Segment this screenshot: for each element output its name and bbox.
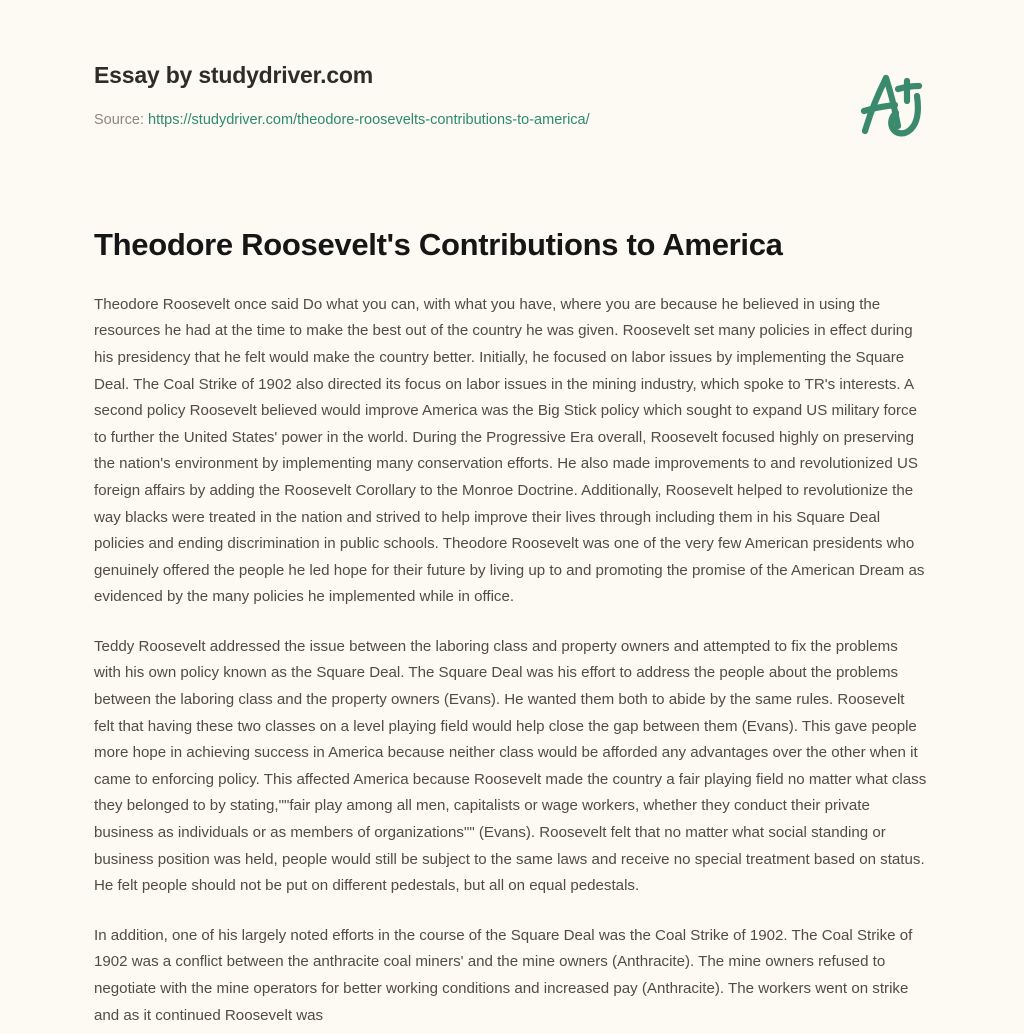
essay-body [94,265,928,1029]
paragraph-3: In addition, one of his largely noted efforts in the course of the Square Deal was the Coal Strike of 1902. The Coal Strike of 1902 was a conflict between the anthracite coal miners' and the mine owners (Anthracite). The mine owners refused to negotiate with the mine operators for better working conditions and increased pay (Anthracite). The workers went on strike and as it continued Roosevelt was [94,926,913,1024]
paragraph-1: Theodore Roosevelt once said Do what you can, with what you have, where you are because he believed in using the resources he had at the time to make the best out of the country he was given. Roosevelt set many policies in effect during his presidency that he felt would make the country better. Initially, he focused on labor issues by implementing the Square Deal. The Coal Strike of 1902 also directed its focus on labor issues in the mining industry, which spoke to TR's interests. A second policy Roosevelt believed would improve America was the Big Stick policy which sought to expand US military force to further the United States' power in the world. During the Progressive Era overall, Roosevelt focused highly on preserving the nation's environment by implementing many conservation efforts. He also made improvements to and revolutionized US foreign affairs by adding the Roosevelt Corollary to the Monroe Doctrine. Additionally, Roosevelt helped to revolutionize the way blacks were treated in the nation and strived to help improve their lives through including them in his Square Deal policies and ending discrimination in public schools. Theodore Roosevelt was one of the very few American presidents who genuinely offered the people he led hope for their future by living up to and promoting the promise of the American Dream as evidenced by the many policies he implemented while in office. [94,295,925,606]
brand-title: Essay by studydriver.com [94,62,374,88]
page-header [0,0,1024,130]
a-plus-icon [848,58,940,150]
studydriver-logo[interactable] [848,58,940,150]
source-label: Source: [94,111,144,128]
source-line [94,111,928,130]
page-title: Theodore Roosevelt's Contributions to America [94,227,783,262]
source-url-link[interactable]: https://studydriver.com/theodore-roosevelts-contributions-to-america/ [148,111,590,128]
paragraph-2: Teddy Roosevelt addressed the issue between the laboring class and property owners and attempted to fix the problems with his own policy known as the Square Deal. The Square Deal was his effort to address the people about the problems between the laboring class and the property owners (Evans). He wanted them both to abide by the same rules. Roosevelt felt that having these two classes on a level playing field would help close the gap between them (Evans). This gave people more hope in achieving success in America because neither class would be afforded any advantages over the other when it came to enforcing policy. This affected America because Roosevelt made the country a fair playing field no matter what class they belonged to by stating,""fair play among all men, capitalists or wage workers, whether they conduct their private business as individuals or as members of organizations"" (Evans). Roosevelt felt that no matter what social standing or business position was held, people would still be subject to the same laws and receive no special treatment based on status. He felt people should not be put on different pedestals, but all on equal pedestals. [94,637,927,895]
document-content [0,130,1024,1029]
